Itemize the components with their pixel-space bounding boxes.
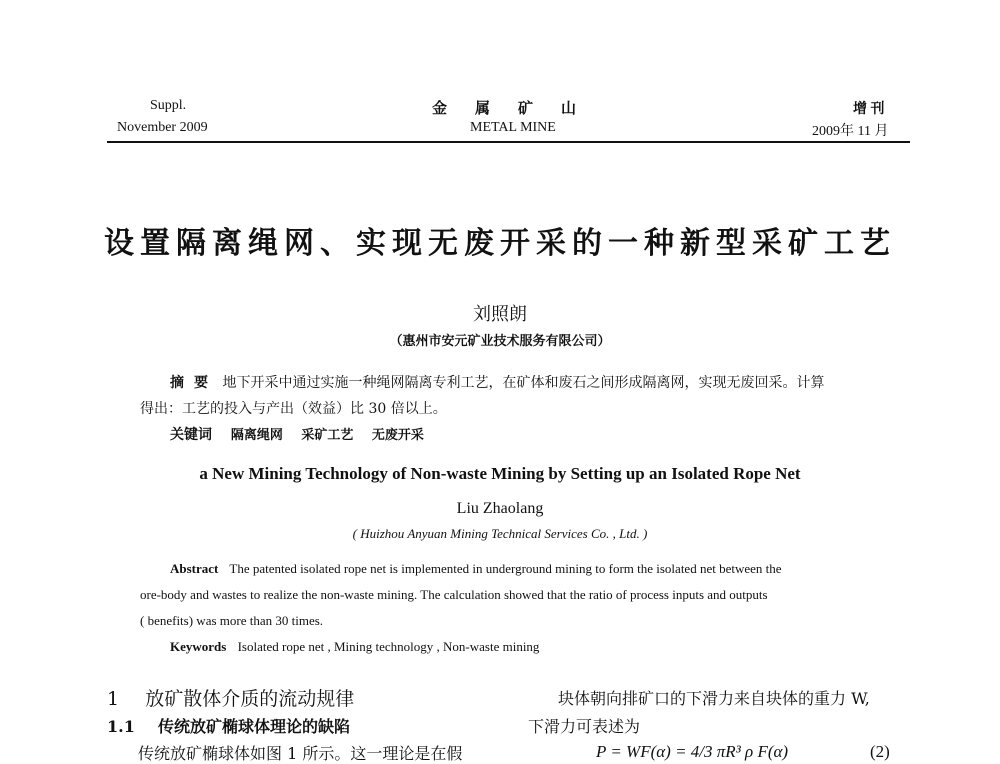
paper-title-cn: 设置隔离绳网、实现无废开采的一种新型采矿工艺 — [104, 226, 896, 261]
keyword-cn-item: 采矿工艺 — [301, 428, 354, 443]
paper-title-en: a New Mining Technology of Non-waste Mining by Setting up an Isolated Rope Net — [199, 464, 801, 483]
section-heading — [107, 684, 354, 711]
abstract-cn-label: 摘要 — [170, 375, 218, 391]
subsection-heading — [107, 714, 350, 737]
abstract-en-line1 — [170, 556, 890, 582]
subsection-number: 1.1 — [107, 717, 135, 736]
keyword-cn-item: 隔离绳网 — [230, 428, 283, 443]
header-date-cn: 2009年 11 月 — [812, 124, 889, 139]
abstract-cn-line1 — [170, 370, 890, 396]
body-text-right-2: 下滑力可表述为 — [528, 717, 641, 736]
body-text-left: 传统放矿椭球体如图 1 所示。这一理论是在假 — [138, 744, 463, 763]
header-rule — [107, 141, 910, 143]
header-suppl: Suppl. — [150, 98, 187, 113]
abstract-en-text1: The patented isolated rope net is implemented in underground mining to form the isolated net between the — [229, 561, 782, 576]
keywords-en-text: Isolated rope net , Mining technology , Non-waste mining — [237, 639, 540, 654]
body-text-right-1: 块体朝向排矿口的下滑力来自块体的重力 W, — [558, 689, 870, 708]
keyword-cn-item: 无废开采 — [371, 428, 424, 443]
abstract-en-label: Abstract — [170, 561, 219, 576]
abstract-cn-text2: 得出：工艺的投入与产出（效益）比 30 倍以上。 — [140, 401, 447, 417]
affiliation-cn: （惠州市安元矿业技术服务有限公司） — [389, 334, 611, 349]
abstract-en-text2: ore-body and wastes to realize the non-waste mining. The calculation showed that the ratio of process inputs and outputs — [140, 587, 768, 602]
abstract-en-text3: ( benefits) was more than 30 times. — [140, 613, 324, 628]
keywords-cn-label: 关键词 — [170, 427, 212, 443]
keywords-cn — [170, 422, 890, 449]
affiliation-en: ( Huizhou Anyuan Mining Technical Services Co. , Ltd. ) — [352, 526, 648, 541]
author-en: Liu Zhaolang — [456, 500, 544, 517]
subsection-title: 传统放矿椭球体理论的缺陷 — [158, 717, 351, 736]
section-number: 1 — [107, 688, 120, 710]
abstract-cn-text1: 地下开采中通过实施一种绳网隔离专利工艺，在矿体和废石之间形成隔离网，实现无废回采。计算 — [222, 375, 825, 391]
header-journal-en: METAL MINE — [470, 120, 556, 135]
header-supplement-cn: 增 刊 — [853, 102, 885, 117]
header-journal-cn: 金属矿山 — [432, 99, 605, 117]
author-cn: 刘照朗 — [473, 304, 527, 325]
equation-number: (2) — [870, 742, 890, 761]
keywords-en — [170, 634, 890, 660]
section-title: 放矿散体介质的流动规律 — [145, 688, 355, 710]
header-date-en: November 2009 — [117, 120, 208, 135]
keywords-en-label: Keywords — [170, 639, 227, 654]
equation: P = WF(α) = 4/3 πR³ ρ F(α) — [596, 742, 789, 761]
